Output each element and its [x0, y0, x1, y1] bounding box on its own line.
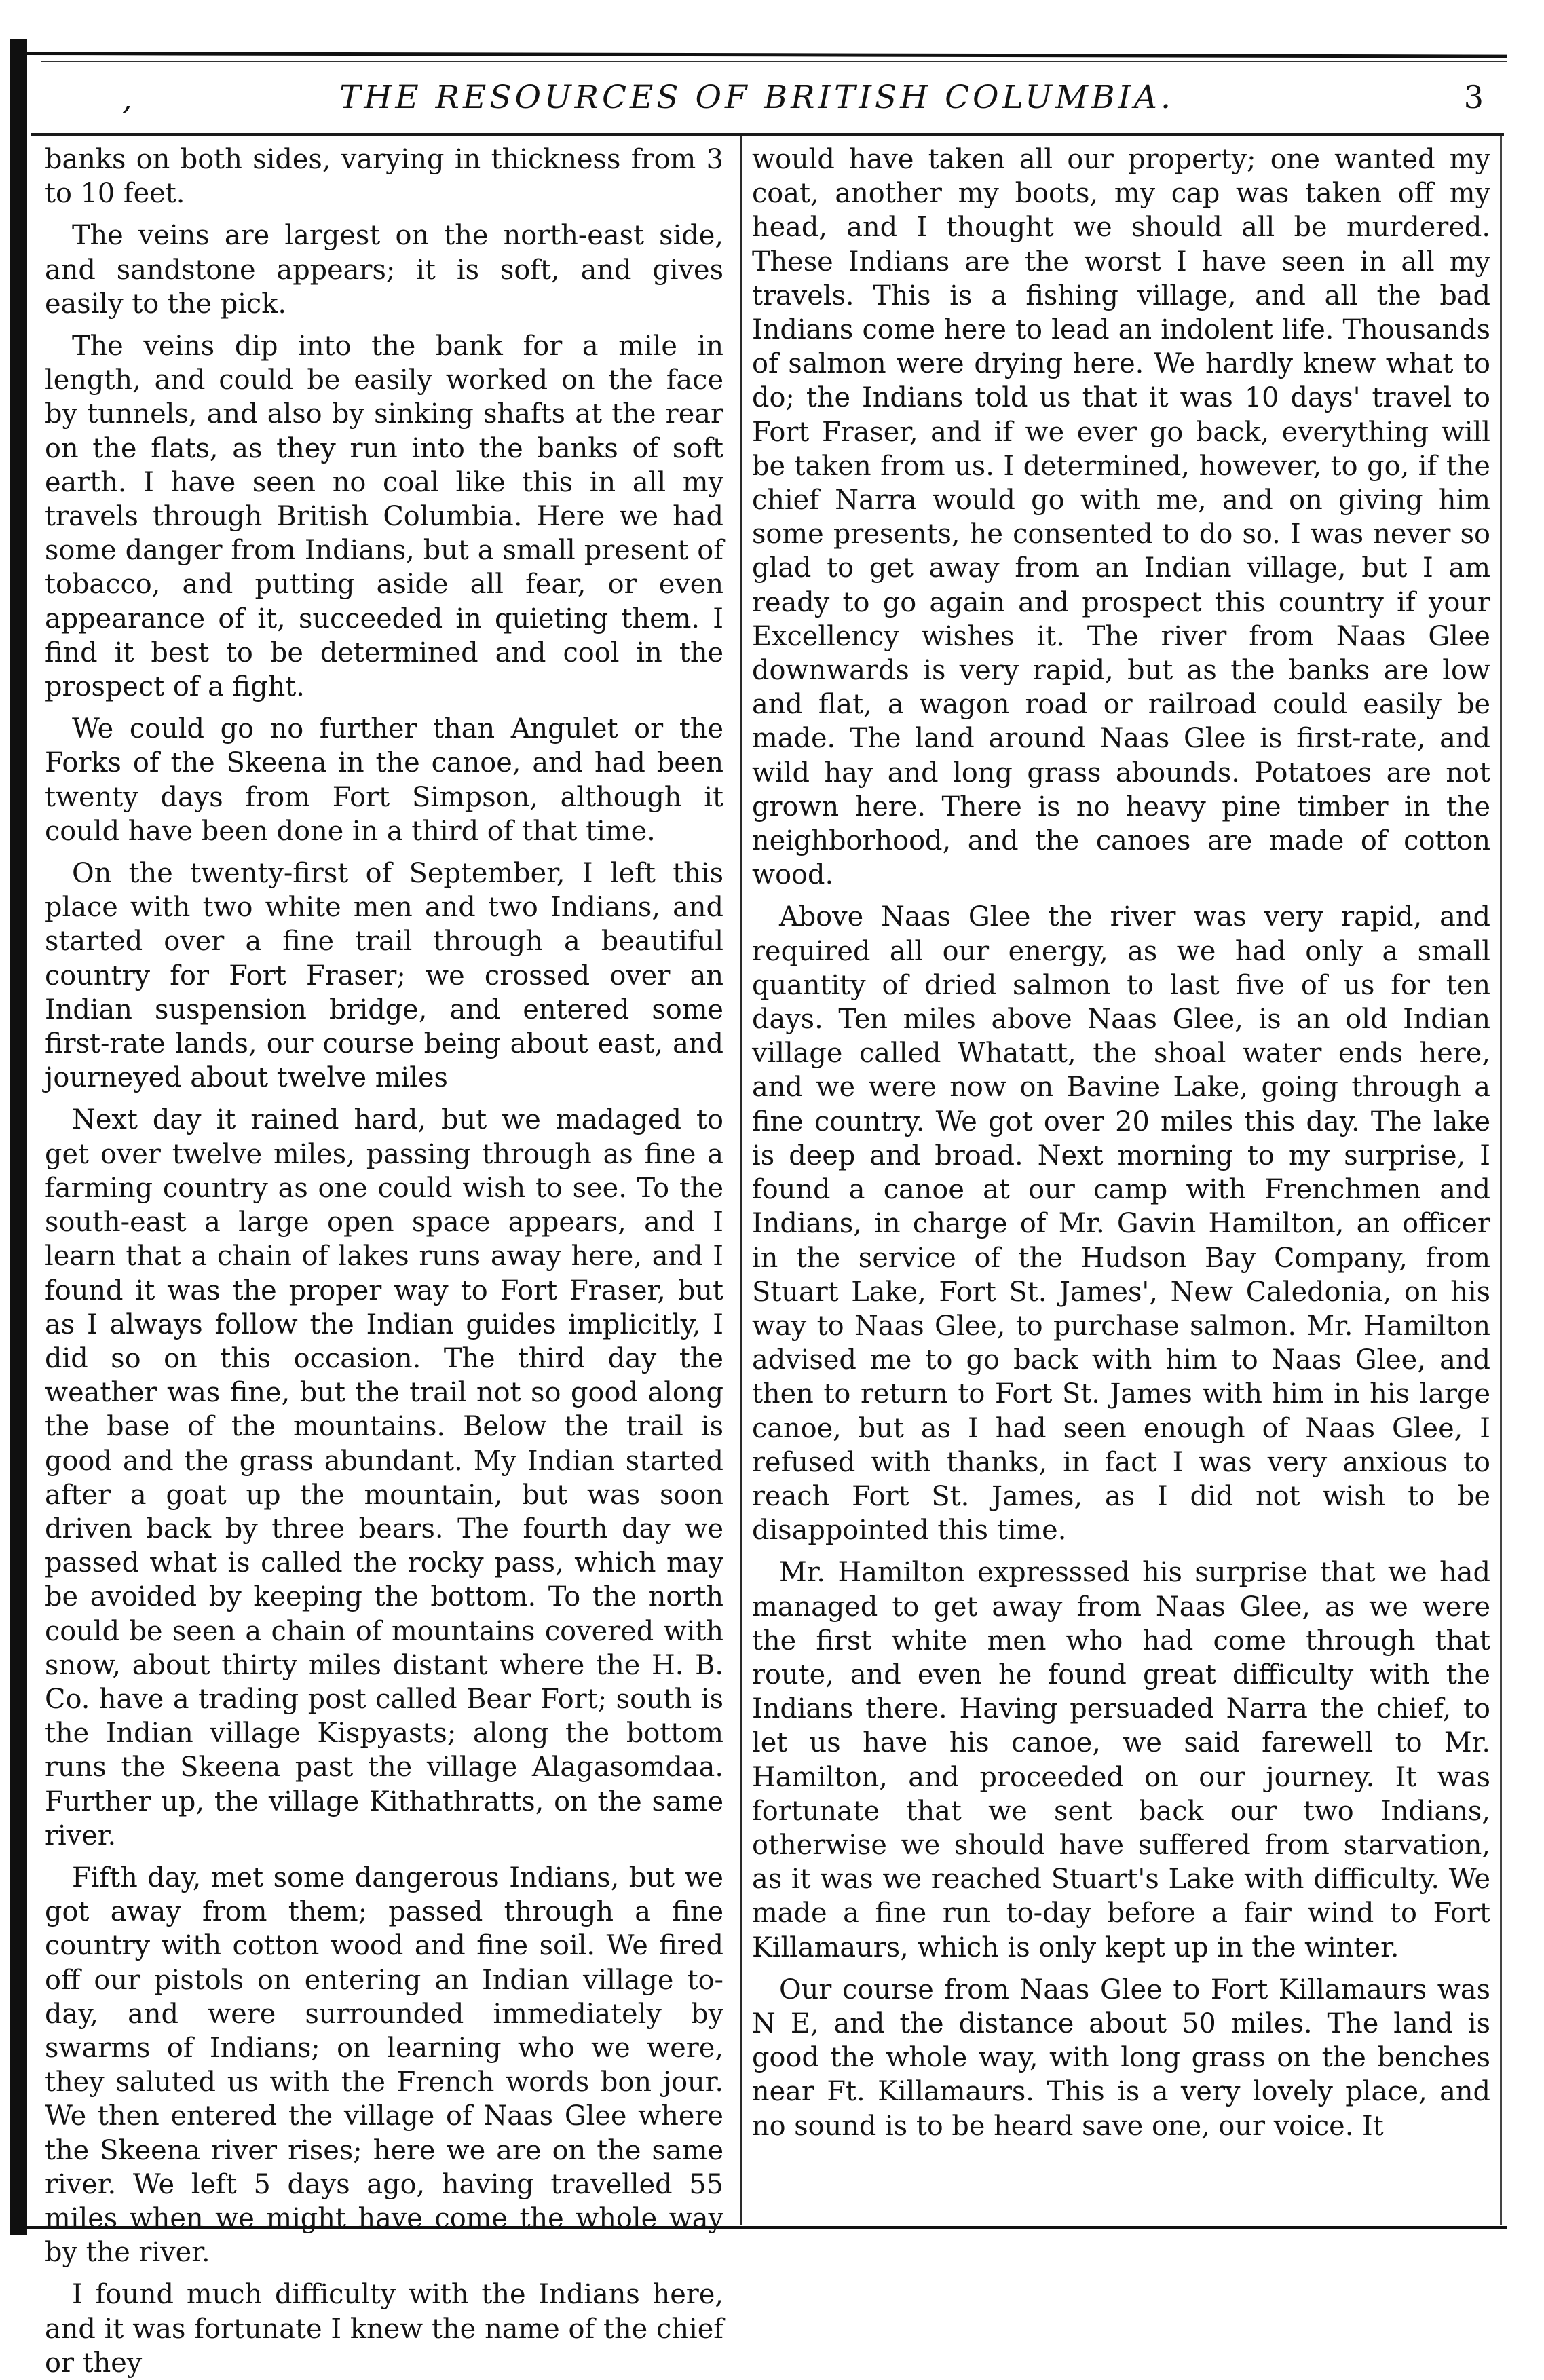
- header-rule: [31, 133, 1504, 136]
- top-border-rule: [27, 52, 1507, 58]
- column-divider: [740, 136, 742, 2225]
- paragraph: The veins dip into the bank for a mile in length, and could be easily worked on the face by tunnels, and also by sinking shafts at the rear on the flats, as they run into the banks of soft earth. I have seen no coal like this in all my travels through British Columbia. Here we had some danger from Indians, but a small present of tobacco, and putting aside all fear, or even appearance of it, succeeded in quieting them. I find it best to be determined and cool in the prospect of a fight.: [45, 330, 723, 703]
- paragraph: Mr. Hamilton expresssed his surprise that we had managed to get away from Naas Glee, as we were the first white men who had come through that route, and even he found great difficulty with the Indians there. Having persuaded Narra the chief, to let us have his canoe, we said farewell to Mr. Hamilton, and proceeded on our journey. It was fortunate that we sent back our two Indians, otherwise we should have suffered from starvation, as it was we reached Stuart's Lake with difficulty. We made a fine run to-day before a fair wind to Fort Killamaurs, which is only kept up in the winter.: [752, 1557, 1490, 1963]
- right-margin-rule: [1500, 136, 1502, 2225]
- top-border-thin-rule: [41, 61, 1507, 62]
- header-mark: ,: [122, 80, 132, 117]
- running-title: THE RESOURCES OF BRITISH COLUMBIA.: [339, 79, 1174, 116]
- paragraph: Our course from Naas Glee to Fort Killamaurs was N E, and the distance about 50 miles. The land is good the whole way, with long grass on the benches near Ft. Killamaurs. This is a very lovely place, and no sound is to be heard save one, our voice. It: [752, 1973, 1490, 2142]
- paragraph: Next day it rained hard, but we madaged to get over twelve miles, passing through as fine a farming country as one could wish to see. To the south-east a large open space appears, and I learn that a chain of lakes runs away here, and I found it was the proper way to Fort Fraser, but as I always follow the Indian guides implicitly, I did so on this occasion. The third day the weather was fine, but the trail not so good along the base of the mountains. Below the trail is good and the grass abundant. My Indian started after a goat up the mountain, but was soon driven back by three bears. The fourth day we passed what is called the rocky pass, which may be avoided by keeping the bottom. To the north could be seen a chain of mountains covered with snow, about thirty miles distant where the H. B. Co. have a trading post called Bear Fort; south is the Indian village Kispyasts; along the bottom runs the Skeena past the village Alagasomdaa. Further up, the village Kithathratts, on the same river.: [45, 1104, 723, 1851]
- paragraph: We could go no further than Angulet or the Forks of the Skeena in the canoe, and had been twenty days from Fort Simpson, although it could have been done in a third of that time.: [45, 713, 723, 847]
- paragraph: I found much difficulty with the Indians here, and it was fortunate I knew the name of the chief or they: [45, 2279, 723, 2379]
- right-column: [752, 143, 1490, 2219]
- paragraph: banks on both sides, varying in thickness from 3 to 10 feet.: [45, 144, 723, 210]
- paragraph: Above Naas Glee the river was very rapid, and required all our energy, as we had only a small quantity of dried salmon to last five of us for ten days. Ten miles above Naas Glee, is an old Indian village called Whatatt, the shoal water ends here, and we were now on Bavine Lake, going through a fine country. We got over 20 miles this day. The lake is deep and broad. Next morning to my surprise, I found a canoe at our camp with Frenchmen and Indians, in charge of Mr. Gavin Hamilton, an officer in the service of the Hudson Bay Company, from Stuart Lake, Fort St. James', New Caledonia, on his way to Naas Glee, to purchase salmon. Mr. Hamilton advised me to go back with him to Naas Glee, and then to return to Fort St. James with him in his large canoe, but as I had seen enough of Naas Glee, I refused with thanks, in fact I was very anxious to reach Fort St. James, as I did not wish to be disappointed this time.: [752, 901, 1490, 1547]
- left-column: [45, 143, 723, 2379]
- paragraph: would have taken all our property; one wanted my coat, another my boots, my cap was taken off my head, and I thought we should all be murdered. These Indians are the worst I have seen in all my travels. This is a fishing village, and all the bad Indians come here to lead an indolent life. Thousands of salmon were drying here. We hardly knew what to do; the Indians told us that it was 10 days' travel to Fort Fraser, and if we ever go back, everything will be taken from us. I determined, however, to go, if the chief Narra would go with me, and on giving him some presents, he consented to do so. I was never so glad to get away from an Indian village, but I am ready to go again and prospect this country if your Excellency wishes it. The river from Naas Glee downwards is very rapid, but as the banks are low and flat, a wagon road or railroad could easily be made. The land around Naas Glee is first-rate, and wild hay and long grass abounds. Potatoes are not grown here. There is no heavy pine timber in the neighborhood, and the canoes are made of cotton wood.: [752, 144, 1490, 891]
- page-header: [27, 76, 1486, 130]
- left-margin-rule: [10, 39, 27, 2235]
- paragraph: The veins are largest on the north-east side, and sandstone appears; it is soft, and gives easily to the pick.: [45, 220, 723, 320]
- paragraph: On the twenty-first of September, I left this place with two white men and two Indians, and started over a fine trail through a beautiful country for Fort Fraser; we crossed over an Indian suspension bridge, and entered some first-rate lands, our course being about east, and journeyed about twelve miles: [45, 858, 723, 1094]
- paragraph: Fifth day, met some dangerous Indians, but we got away from them; passed through a fine country with cotton wood and fine soil. We fired off our pistols on entering an Indian village to-day, and were surrounded immediately by swarms of Indians; on learning who we were, they saluted us with the French words bon jour. We then entered the village of Naas Glee where the Skeena river rises; here we are on the same river. We left 5 days ago, having travelled 55 miles when we might have come the whole way by the river.: [45, 1862, 723, 2269]
- page-number: 3: [1463, 79, 1484, 115]
